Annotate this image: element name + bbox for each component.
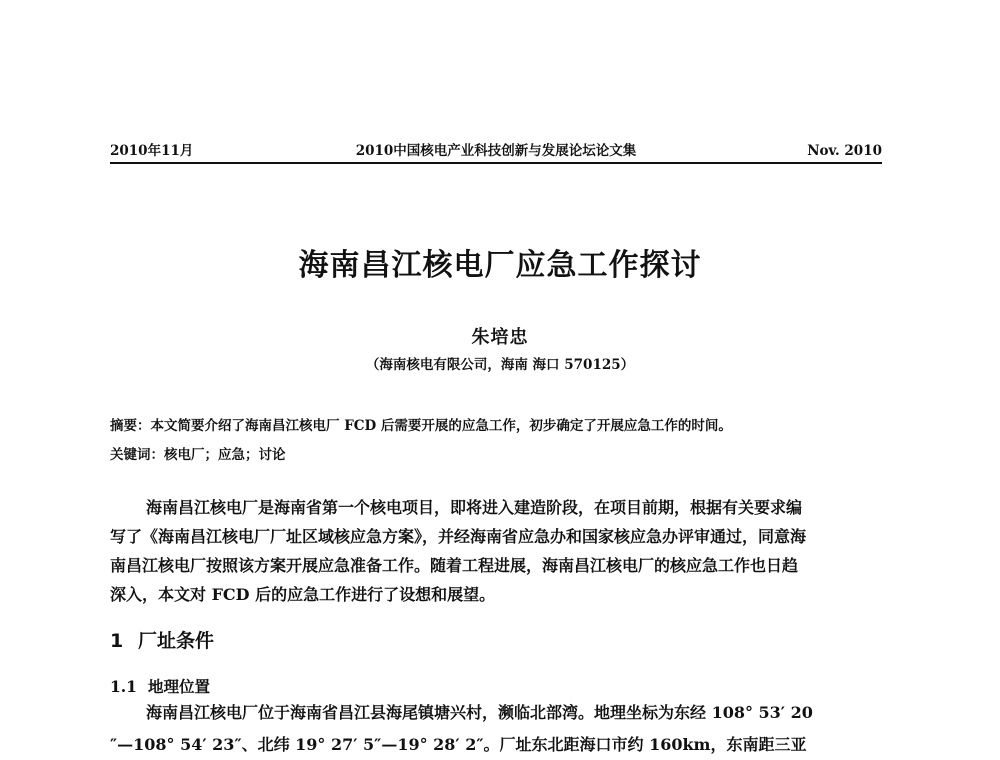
header-journal: 2010中国核电产业科技创新与发展论坛论文集 bbox=[355, 143, 637, 159]
intro-line: 写了《海南昌江核电厂厂址区域核应急方案》，并经海南省应急办和国家核应急办评审通过，同意海 bbox=[110, 527, 807, 546]
location-line: ″—108° 54′ 23″、北纬 19° 27′ 5″—19° 28′ 2″。厂址东北距海口市约 160km，东南距三亚 bbox=[110, 735, 807, 754]
subsection-number: 1.1 bbox=[110, 677, 137, 696]
header-rule bbox=[110, 162, 882, 164]
section-title: 厂址条件 bbox=[138, 630, 215, 652]
header-date-cn: 2010年11月 bbox=[110, 143, 194, 159]
running-header bbox=[110, 141, 882, 161]
header-date-en: Nov. 2010 bbox=[807, 143, 882, 159]
abstract: 摘要：本文简要介绍了海南昌江核电厂 FCD 后需要开展的应急工作，初步确定了开展应急工作的时间。 bbox=[110, 418, 732, 434]
intro-line: 深入，本文对 FCD 后的应急工作进行了设想和展望。 bbox=[110, 585, 496, 604]
intro-line: 南昌江核电厂按照该方案开展应急准备工作。随着工程进展，海南昌江核电厂的核应急工作也日趋 bbox=[110, 556, 799, 575]
subsection-heading bbox=[110, 675, 210, 697]
intro-line: 海南昌江核电厂是海南省第一个核电项目，即将进入建造阶段，在项目前期，根据有关要求编 bbox=[146, 498, 803, 517]
subsection-title: 地理位置 bbox=[148, 677, 211, 696]
author-affiliation: （海南核电有限公司，海南 海口 570125） bbox=[365, 357, 635, 373]
keywords: 关键词：核电厂；应急；讨论 bbox=[110, 447, 286, 463]
author-name: 朱培忠 bbox=[471, 327, 529, 348]
location-line: 海南昌江核电厂位于海南省昌江县海尾镇塘兴村，濒临北部湾。地理坐标为东经 108° 53′ 20 bbox=[146, 703, 813, 722]
section-number: 1 bbox=[110, 630, 124, 652]
section-heading bbox=[110, 626, 214, 653]
paper-title: 海南昌江核电厂应急工作探讨 bbox=[298, 248, 702, 283]
